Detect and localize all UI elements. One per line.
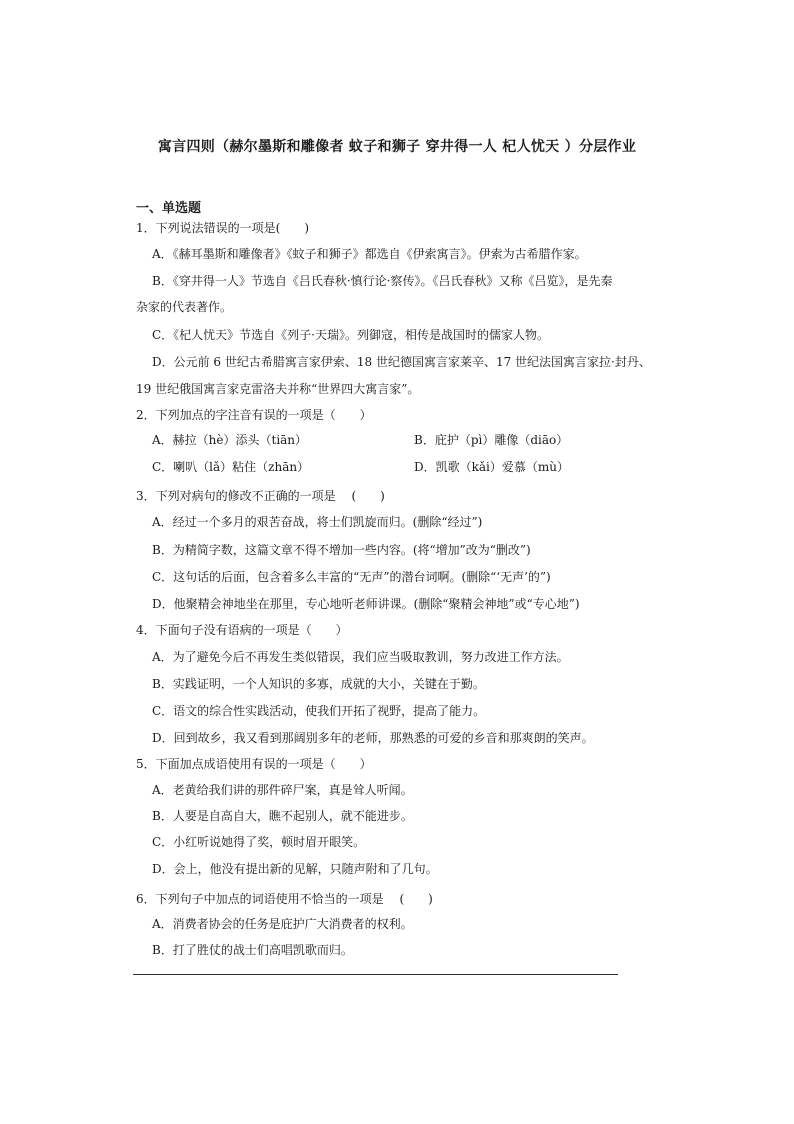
question-1-option-a: A．《赫耳墨斯和雕像者》《蚊子和狮子》都选自《伊索寓言》。伊索为古希腊作家。 (152, 247, 587, 261)
question-5-stem: 5．下面加点成语使用有误的一项是（ ） (136, 757, 372, 771)
question-1-option-c: C．《杞人忧天》节选自《列子·天瑞》。列御寇，相传是战国时的儒家人物。 (152, 328, 549, 342)
question-5-option-d: D．会上，他没有提出新的见解，只随声附和了几句。 (152, 862, 438, 876)
document-title: 寓言四则（赫尔墨斯和雕像者 蚊子和狮子 穿井得一人 杞人忧天 ）分层作业 (157, 139, 637, 155)
question-3-option-b: B．为精简字数，这篇文章不得不增加一些内容。(将“增加”改为“删改”) (152, 543, 531, 557)
question-4-option-a: A．为了避免今后不再发生类似错误，我们应当吸取教训，努力改进工作方法。 (152, 650, 569, 664)
question-1-option-b-cont: 杂家的代表著作。 (136, 300, 233, 314)
footer-rule (133, 974, 618, 975)
question-2-option-d: D．凯歌（kǎi）爱慕（mù） (414, 460, 569, 474)
section-heading: 一、单选题 (136, 201, 202, 216)
question-2-option-c: C．喇叭（lǎ）粘住（zhān） (152, 460, 310, 474)
question-4-option-b: B．实践证明，一个人知识的多寡，成就的大小，关键在于勤。 (152, 677, 485, 691)
question-1-option-b: B．《穿井得一人》节选自《吕氏春秋·慎行论·察传》。《吕氏春秋》又称《吕览》，是先秦 (152, 274, 613, 288)
question-5-option-b: B．人要是自高自大，瞧不起别人，就不能进步。 (152, 809, 413, 823)
question-6-stem: 6．下列句子中加点的词语使用不恰当的一项是 ( ) (136, 892, 433, 906)
question-6-option-a: A．消费者协会的任务是庇护广大消费者的权利。 (152, 917, 413, 931)
question-2-option-a: A．赫拉（hè）添头（tiān） (152, 433, 308, 447)
question-2-stem: 2．下列加点的字注音有误的一项是（ ） (136, 408, 372, 422)
question-3-option-c: C．这句话的后面，包含着多么丰富的“无声”的潜台词啊。(删除“‘无声’的”) (152, 570, 551, 584)
question-1-stem: 1．下列说法错误的一项是( ) (136, 221, 309, 235)
question-4-option-d: D．回到故乡，我又看到那阔别多年的老师，那熟悉的可爱的乡音和那爽朗的笑声。 (152, 731, 594, 745)
question-1-option-d: D．公元前 6 世纪古希腊寓言家伊索、18 世纪德国寓言家莱辛、17 世纪法国寓言家拉·封丹、 (152, 355, 651, 369)
question-3-option-d: D．他聚精会神地坐在那里，专心地听老师讲课。(删除“聚精会神地”或“专心地”) (152, 597, 580, 611)
question-3-option-a: A．经过一个多月的艰苦奋战，将士们凯旋而归。(删除“经过”) (152, 515, 483, 529)
question-1-option-d-cont: 19 世纪俄国寓言家克雷洛夫并称“世界四大寓言家”。 (136, 382, 420, 396)
question-4-option-c: C．语文的综合性实践活动，使我们开拓了视野，提高了能力。 (152, 704, 486, 718)
question-4-stem: 4．下面句子没有语病的一项是（ ） (136, 623, 348, 637)
question-6-option-b: B．打了胜仗的战士们高唱凯歌而归。 (152, 943, 353, 957)
question-2-option-b: B．庇护（pì）雕像（diāo） (414, 433, 569, 447)
question-5-option-c: C．小红听说她得了奖，顿时眉开眼笑。 (152, 835, 366, 849)
question-5-option-a: A．老黄给我们讲的那件碎尸案，真是耸人听闻。 (152, 783, 413, 797)
question-3-stem: 3．下列对病句的修改不正确的一项是 ( ) (136, 489, 385, 503)
